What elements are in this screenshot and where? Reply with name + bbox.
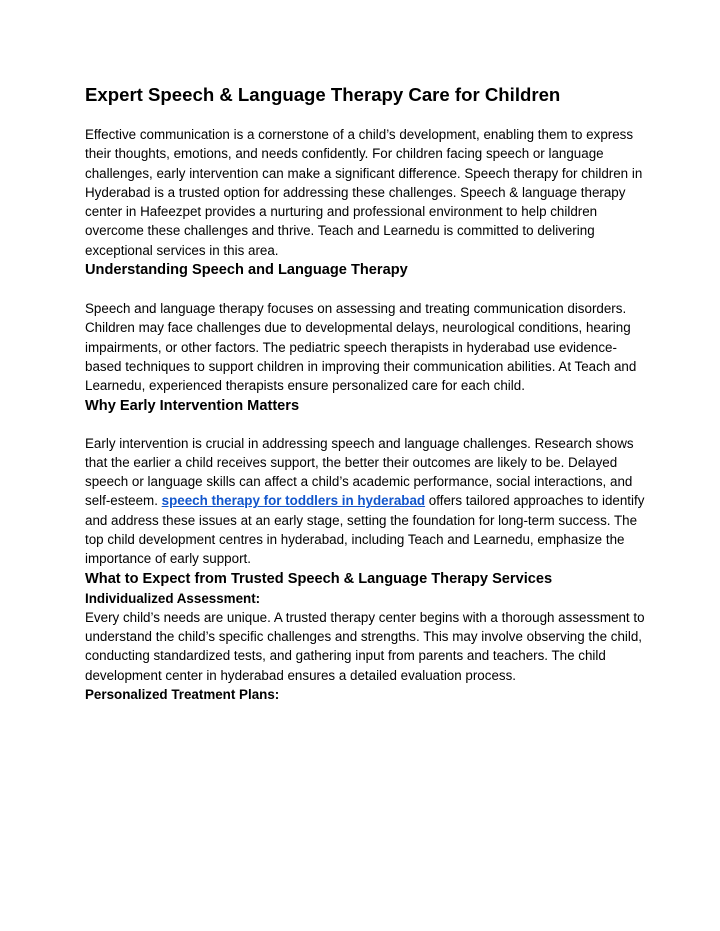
assessment-paragraph: Every child’s needs are unique. A trusted therapy center begins with a thorough assessment to understand the child’s specific challenges and strengths. This may involve observing the child, conducting standardized tests, and gathering input from parents and teachers. The child development center in hyderabad ensures a detailed evaluation process. bbox=[85, 609, 645, 683]
toddler-speech-therapy-link[interactable]: speech therapy for toddlers in hyderabad bbox=[161, 493, 426, 509]
understanding-paragraph: Speech and language therapy focuses on assessing and treating communication disorders. Children may face challenges due to developmental delays, neurological conditions, hearing impairments, or other factors. The pediatric speech therapists in hyderabad use evidence-based techniques to support children in improving their communication abilities. At Teach and Learnedu, experienced therapists ensure personalized care for each child. bbox=[85, 301, 637, 394]
subheading-individualized-assessment: Individualized Assessment: bbox=[85, 590, 261, 606]
document-title: Expert Speech & Language Therapy Care for Children bbox=[85, 84, 561, 105]
document-page bbox=[85, 82, 645, 704]
early-intervention-paragraph bbox=[85, 434, 645, 569]
section-heading-what-to-expect: What to Expect from Trusted Speech & Language Therapy Services bbox=[85, 570, 553, 587]
early-intervention-text-after-link: offers tailored approaches to identify and address these issues at an early stage, setting the foundation for long-term success. The top child development centres in hyderabad, including Teach and Learnedu, emphasize the importance of early support. bbox=[85, 493, 645, 567]
intro-paragraph: Effective communication is a cornerstone of a child’s development, enabling them to express their thoughts, emotions, and needs confidently. For children facing speech or language challenges, early intervention can make a significant difference. Speech therapy for children in Hyderabad is a trusted option for addressing these challenges. Speech & language therapy center in Hafeezpet provides a nurturing and professional environment to help children overcome these challenges and thrive. Teach and Learnedu is committed to delivering exceptional services in this area. bbox=[85, 127, 643, 258]
early-intervention-text-before-link: Early intervention is crucial in addressing speech and language challenges. Research shows that the earlier a child receives support, the better their outcomes are likely to be. Delayed speech or language skills can affect a child’s academic performance, social interactions, and self-esteem. bbox=[85, 435, 634, 509]
section-heading-early-intervention: Why Early Intervention Matters bbox=[85, 397, 300, 414]
section-heading-understanding: Understanding Speech and Language Therapy bbox=[85, 262, 408, 279]
subheading-personalized-treatment-plans: Personalized Treatment Plans: bbox=[85, 686, 280, 702]
